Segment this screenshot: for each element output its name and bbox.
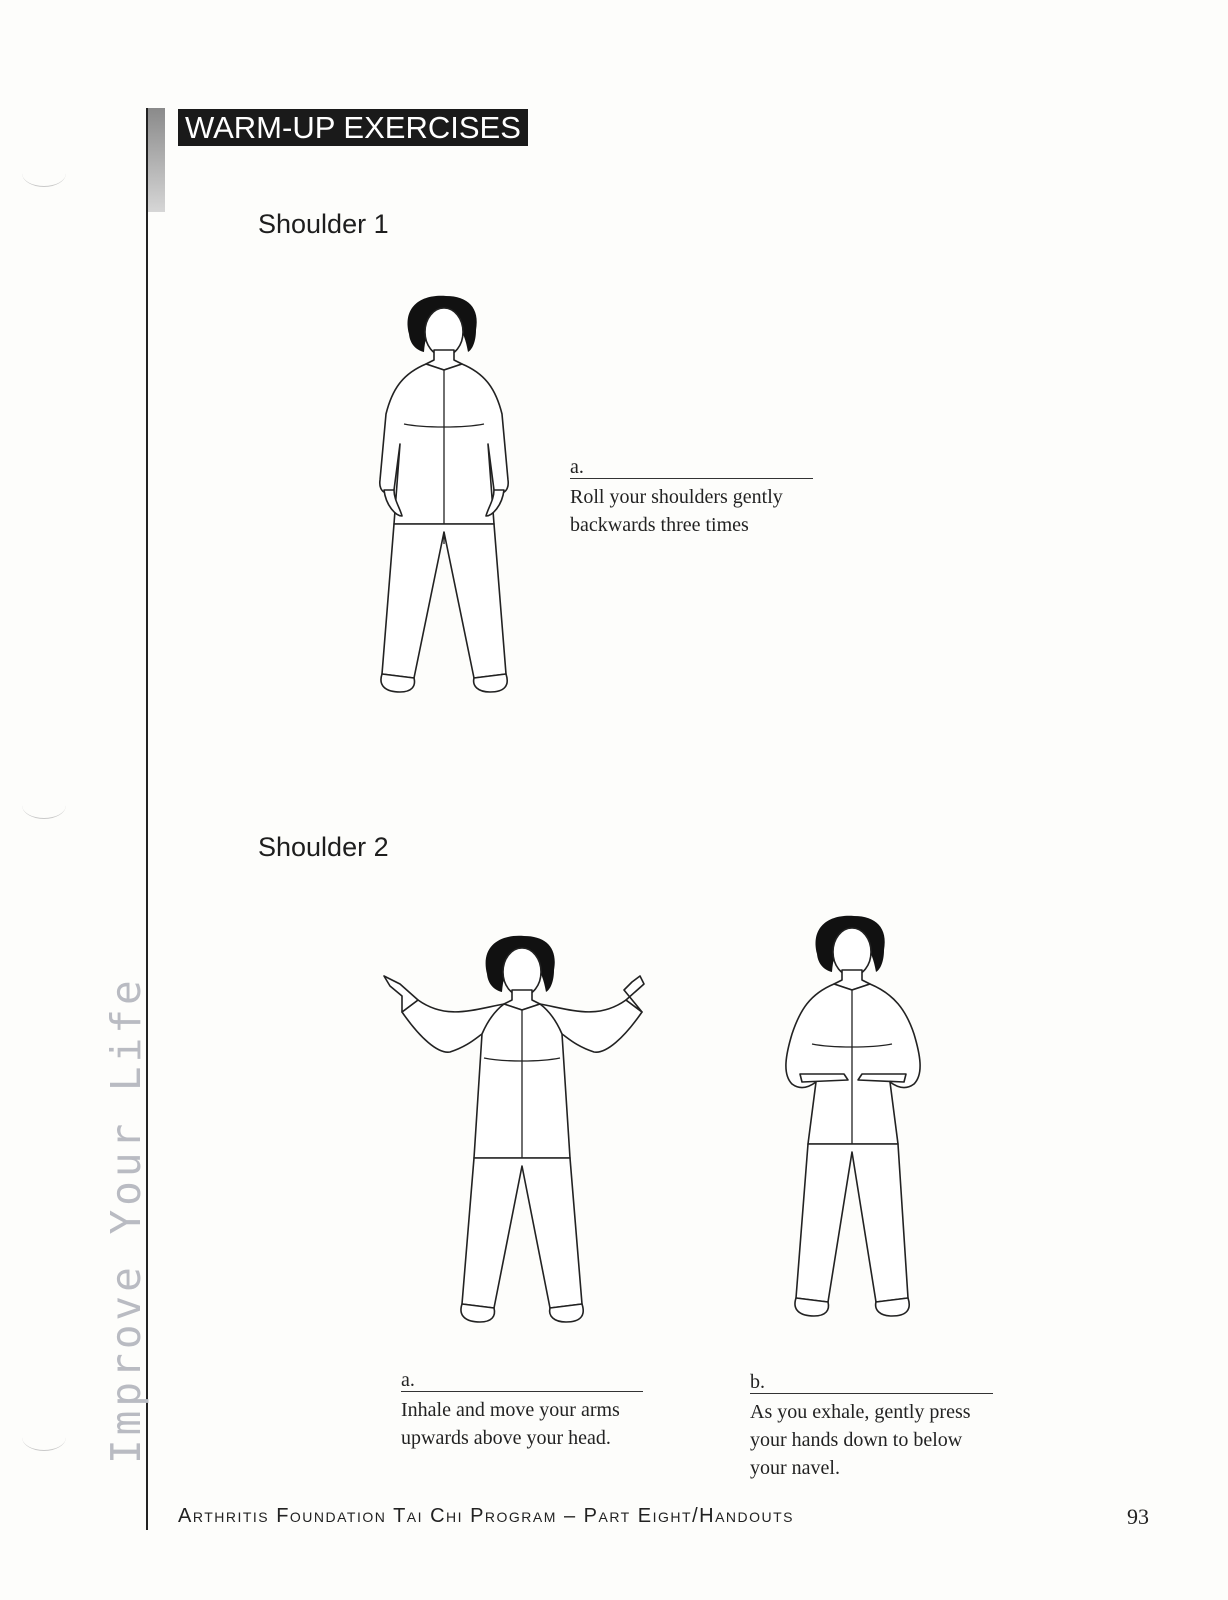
step-label: a. [570, 457, 813, 479]
binder-hole-mark [22, 792, 66, 819]
step-caption [570, 457, 813, 539]
step-text: As you exhale, gently press your hands down to below your navel. [750, 1401, 971, 1479]
step-text: Roll your shoulders gently backwards three times [570, 486, 783, 536]
exercise-heading-shoulder-1: Shoulder 1 [258, 209, 389, 239]
figure-arms-raised [376, 934, 648, 1344]
exercise-heading-shoulder-2: Shoulder 2 [258, 832, 389, 862]
step-label: a. [401, 1370, 643, 1392]
page-number: 93 [1127, 1504, 1149, 1529]
step-label: b. [750, 1372, 993, 1394]
step-caption [401, 1370, 643, 1452]
footer-program-title: Arthritis Foundation Tai Chi Program – Part Eight/Handouts [178, 1505, 795, 1527]
figure-hands-pressing-down [772, 914, 938, 1326]
step-caption [750, 1372, 993, 1482]
figure-hands-at-sides [364, 294, 534, 706]
binder-hole-mark [22, 160, 66, 187]
step-text: Inhale and move your arms upwards above your head. [401, 1399, 620, 1449]
section-title: WARM-UP EXERCISES [178, 109, 528, 146]
side-tagline-text: Improve Your Life [102, 976, 150, 1464]
header-gray-strip [148, 108, 165, 212]
binder-hole-mark [22, 1424, 66, 1451]
